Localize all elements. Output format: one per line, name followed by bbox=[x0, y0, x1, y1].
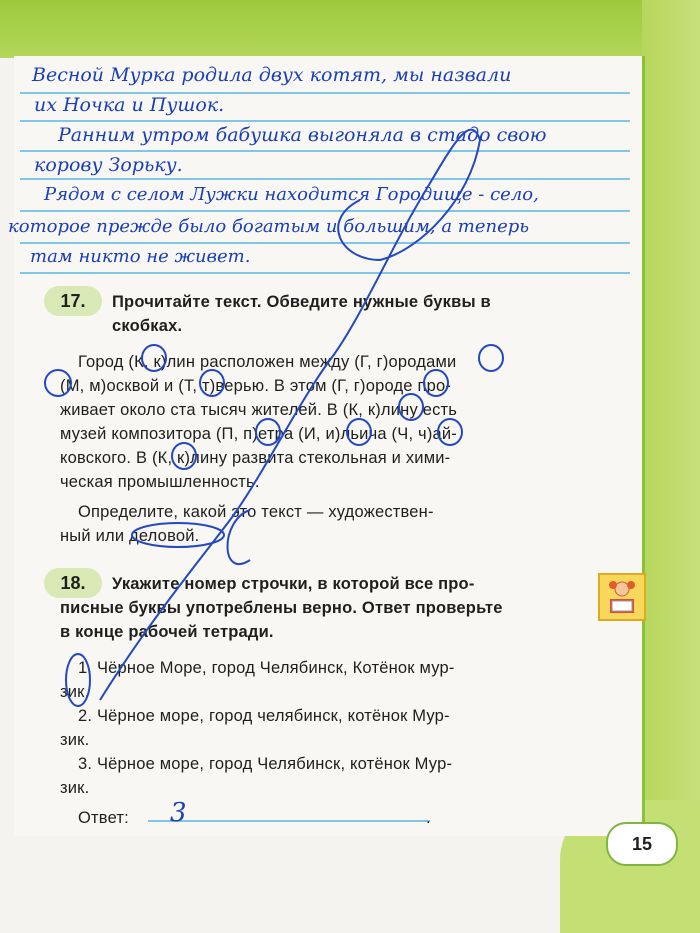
handwritten-line-1: Весной Мурка родила двух котят, мы назвали bbox=[32, 64, 512, 86]
handwritten-line-2: их Ночка и Пушок. bbox=[34, 94, 225, 116]
rule-line bbox=[20, 272, 630, 274]
header-band bbox=[0, 0, 700, 58]
option-line: 2. Чёрное море, город челябинск, котёнок Мур- bbox=[78, 707, 450, 725]
option-line: зик. bbox=[60, 683, 90, 701]
rule-line bbox=[20, 210, 630, 212]
rule-line bbox=[20, 242, 630, 244]
paragraph-line: музей композитора (П, п)етра (И, и)льича (Ч, ч)ай- bbox=[60, 425, 458, 443]
handwritten-line-6: которое прежде было богатым и большим, а теперь bbox=[8, 216, 530, 237]
page-number: 15 bbox=[606, 822, 678, 866]
handwritten-line-7: там никто не живет. bbox=[30, 246, 251, 267]
handwritten-line-3: Ранним утром бабушка выгоняла в стадо свою bbox=[58, 124, 547, 146]
paragraph-line: живает около ста тысяч жителей. В (К, к)лину есть bbox=[60, 401, 458, 419]
paragraph-line: (М, м)осквой и (Т, т)верью. В этом (Г, г)ороде про- bbox=[60, 377, 452, 395]
side-band bbox=[642, 0, 700, 933]
option-line: зик. bbox=[60, 779, 90, 797]
option-1 bbox=[60, 656, 580, 704]
rule-line bbox=[20, 178, 630, 180]
answer-line bbox=[148, 820, 430, 822]
exercise-17-number: 17. bbox=[44, 286, 102, 316]
paragraph-line: Город (К, к)лин расположен между (Г, г)ородами bbox=[78, 353, 457, 371]
exercise-17-question bbox=[60, 500, 580, 548]
exercise-18-number: 18. bbox=[44, 568, 102, 598]
exercise-17-prompt: Прочитайте текст. Обведите нужные буквы в скобках. bbox=[112, 293, 491, 335]
question-line: ный или деловой. bbox=[60, 527, 200, 545]
option-line: 1. Чёрное Море, город Челябинск, Котёнок мур- bbox=[78, 659, 455, 677]
answer-label: Ответ: bbox=[78, 809, 129, 827]
option-3 bbox=[60, 752, 580, 800]
handwritten-line-5: Рядом с селом Лужки находится Городище - село, bbox=[44, 184, 539, 205]
paragraph-line: ковского. В (К, к)лину развита стекольная и хими- bbox=[60, 449, 451, 467]
handwritten-answer: 3 bbox=[170, 798, 187, 828]
question-line: Определите, какой это текст — художествен- bbox=[78, 503, 434, 521]
paragraph-line: ческая промышленность. bbox=[60, 473, 260, 491]
reading-girl-icon bbox=[598, 573, 646, 621]
option-2 bbox=[60, 704, 580, 752]
prompt-line: в конце рабочей тетради. bbox=[60, 623, 274, 641]
option-line: 3. Чёрное море, город Челябинск, котёнок Мур- bbox=[78, 755, 453, 773]
option-line: зик. bbox=[60, 731, 90, 749]
handwritten-line-4: корову Зорьку. bbox=[34, 154, 183, 176]
rule-line bbox=[20, 150, 630, 152]
answer-period: . bbox=[426, 809, 431, 827]
prompt-line: писные буквы употреблены верно. Ответ проверьте bbox=[60, 599, 503, 617]
prompt-line: Укажите номер строчки, в которой все про- bbox=[112, 575, 475, 593]
exercise-17-paragraph bbox=[60, 350, 580, 494]
rule-line bbox=[20, 120, 630, 122]
